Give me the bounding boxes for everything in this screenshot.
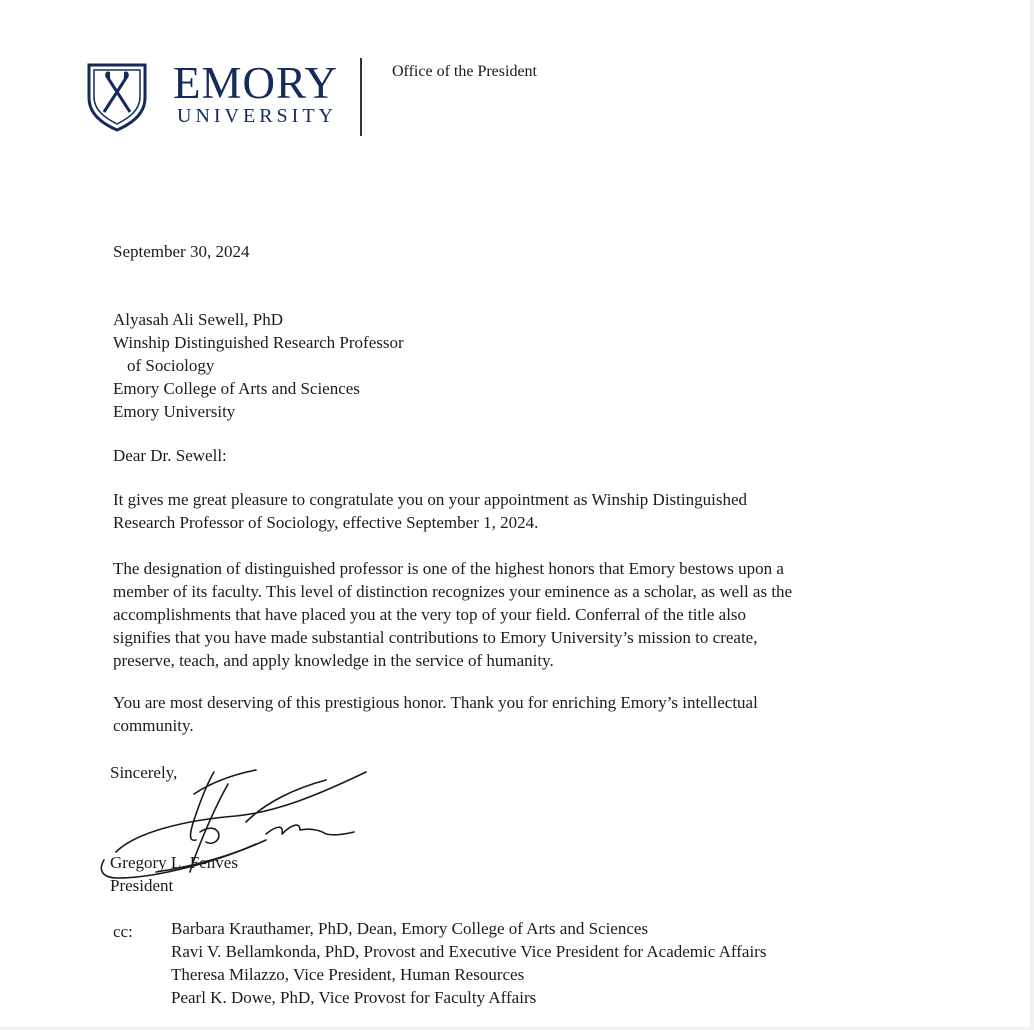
body-line: You are most deserving of this prestigious honor. Thank you for enriching Emory’s intellectual: [113, 693, 758, 712]
cc-recipient: Theresa Milazzo, Vice President, Human Resources: [171, 965, 525, 984]
body-line: signifies that you have made substantial contributions to Emory University’s mission to create,: [113, 628, 758, 647]
salutation: Dear Dr. Sewell:: [113, 446, 227, 465]
letter-date: September 30, 2024: [113, 242, 250, 261]
body-line: accomplishments that have placed you at the very top of your field. Conferral of the title also: [113, 605, 747, 624]
letterhead-divider: [360, 58, 362, 136]
body-line: Research Professor of Sociology, effective September 1, 2024.: [113, 513, 539, 532]
recipient-line: Winship Distinguished Research Professor: [113, 333, 404, 352]
body-line: The designation of distinguished professor is one of the highest honors that Emory bestows upon a: [113, 559, 784, 578]
recipient-line: Emory University: [113, 402, 236, 421]
cc-recipient: Barbara Krauthamer, PhD, Dean, Emory College of Arts and Sciences: [171, 919, 649, 938]
body-paragraph-3: [113, 691, 758, 737]
signer-title: President: [110, 876, 174, 895]
office-title: Office of the President: [392, 63, 537, 80]
recipient-line: Emory College of Arts and Sciences: [113, 379, 360, 398]
logo-subwordmark: UNIVERSITY: [177, 105, 337, 127]
cc-label: cc:: [113, 922, 133, 941]
body-line: community.: [113, 716, 194, 735]
cc-recipient: Pearl K. Dowe, PhD, Vice Provost for Faculty Affairs: [171, 988, 537, 1007]
body-line: It gives me great pleasure to congratulate you on your appointment as Winship Distinguished: [113, 490, 748, 509]
recipient-line: Alyasah Ali Sewell, PhD: [113, 310, 283, 329]
body-paragraph-2: [113, 557, 792, 672]
logo-wordmark: EMORY: [173, 58, 339, 108]
body-line: member of its faculty. This level of distinction recognizes your eminence as a scholar, as well as the: [113, 582, 793, 601]
body-paragraph-1: [113, 488, 747, 534]
body-line: preserve, teach, and apply knowledge in the service of humanity.: [113, 651, 554, 670]
emory-shield-logo-icon: [86, 62, 148, 132]
scan-edge-right: [1030, 0, 1034, 1030]
recipient-address: [113, 308, 404, 423]
recipient-line: of Sociology: [127, 356, 215, 375]
signer-name: Gregory L. Fenves: [110, 853, 238, 872]
handwritten-signature-icon: [96, 762, 386, 892]
closing: Sincerely,: [110, 763, 178, 782]
cc-recipient: Ravi V. Bellamkonda, PhD, Provost and Executive Vice President for Academic Affairs: [171, 942, 767, 961]
cc-list: [171, 917, 766, 1009]
